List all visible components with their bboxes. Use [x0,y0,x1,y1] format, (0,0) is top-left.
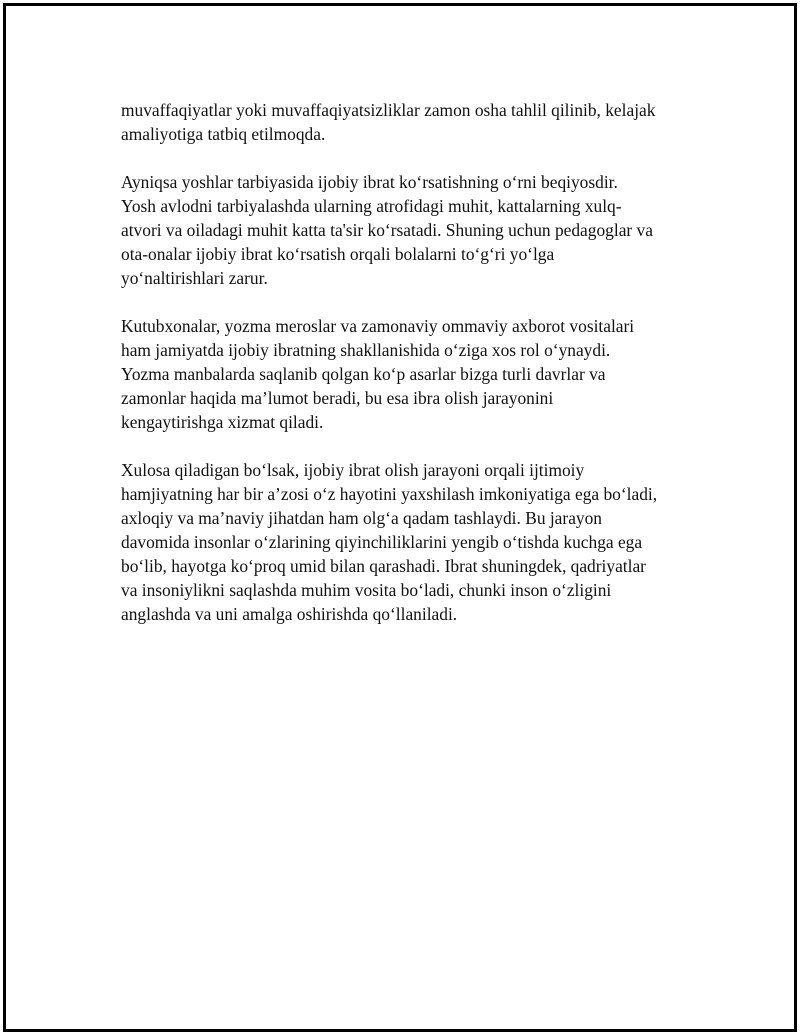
paragraph-2 [121,170,711,290]
document-body [121,98,711,650]
paragraph-line: atvori va oiladagi muhit katta ta'sir ko‘rsatadi. Shuning uchun pedagoglar va [121,220,653,240]
page-frame [3,3,797,1032]
paragraph-line: bo‘lib, hayotga ko‘proq umid bilan qarashadi. Ibrat shuningdek, qadriyatlar [121,556,646,576]
paragraph-line: Ayniqsa yoshlar tarbiyasida ijobiy ibrat ko‘rsatishning o‘rni beqiyosdir. [121,172,618,192]
paragraph-line: axloqiy va ma’naviy jihatdan ham olg‘a qadam tashlaydi. Bu jarayon [121,508,603,528]
paragraph-line: Yozma manbalarda saqlanib qolgan ko‘p asarlar bizga turli davrlar va [121,364,606,384]
paragraph-line: amaliyotiga tatbiq etilmoqda. [121,124,326,144]
paragraph-line: va insoniylikni saqlashda muhim vosita bo‘ladi, chunki inson o‘zligini [121,580,612,600]
paragraph-line: zamonlar haqida ma’lumot beradi, bu esa ibra olish jarayonini [121,388,554,408]
paragraph-line: anglashda va uni amalga oshirishda qo‘llaniladi. [121,604,458,624]
paragraph-3 [121,314,711,434]
paragraph-line: Xulosa qiladigan bo‘lsak, ijobiy ibrat olish jarayoni orqali ijtimoiy [121,460,585,480]
paragraph-line: Kutubxonalar, yozma meroslar va zamonaviy ommaviy axborot vositalari [121,316,635,336]
paragraph-1 [121,98,711,146]
paragraph-line: ota-onalar ijobiy ibrat ko‘rsatish orqali bolalarni to‘g‘ri yo‘lga [121,244,555,264]
paragraph-line: muvaffaqiyatlar yoki muvaffaqiyatsizliklar zamon osha tahlil qilinib, kelajak [121,100,656,120]
paragraph-line: davomida insonlar o‘zlarining qiyinchiliklarini yengib o‘tishda kuchga ega [121,532,643,552]
paragraph-line: kengaytirishga xizmat qiladi. [121,412,324,432]
paragraph-line: Yosh avlodni tarbiyalashda ularning atrofidagi muhit, kattalarning xulq- [121,196,622,216]
paragraph-4 [121,458,711,626]
paragraph-line: ham jamiyatda ijobiy ibratning shakllanishida o‘ziga xos rol o‘ynaydi. [121,340,611,360]
paragraph-line: yo‘naltirishlari zarur. [121,268,268,288]
paragraph-line: hamjiyatning har bir a’zosi o‘z hayotini yaxshilash imkoniyatiga ega bo‘ladi, [121,484,658,504]
